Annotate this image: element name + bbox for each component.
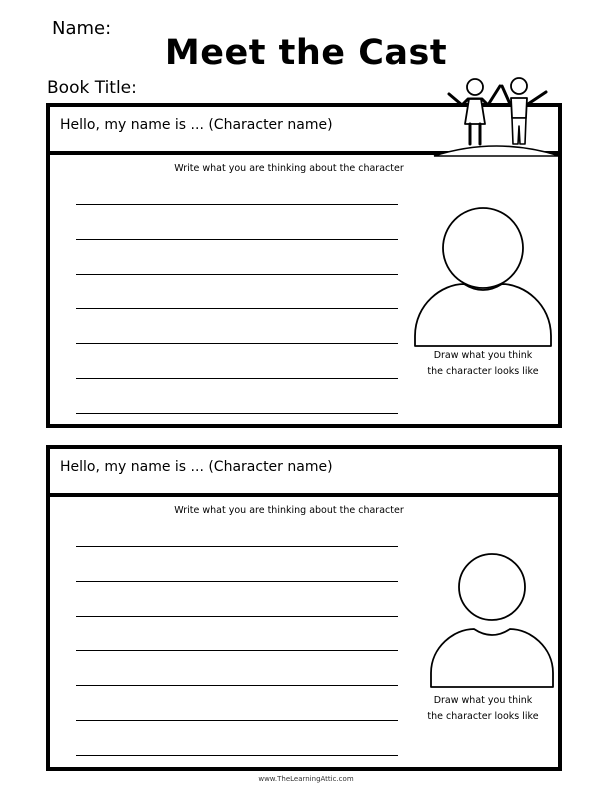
page-title: Meet the Cast [164, 33, 448, 73]
writing-line[interactable] [76, 343, 398, 344]
caption-line: Draw what you think [433, 350, 533, 361]
character-name-prompt: Hello, my name is ... (Character name) [60, 117, 333, 133]
writing-line[interactable] [76, 274, 398, 275]
person-silhouette-icon [428, 551, 556, 691]
children-cheering-icon [432, 74, 562, 160]
writing-line[interactable] [76, 204, 398, 205]
caption-line: the character looks like [427, 711, 539, 722]
character-card-2 [46, 445, 562, 771]
writing-line[interactable] [76, 720, 398, 721]
writing-line[interactable] [76, 685, 398, 686]
writing-line[interactable] [76, 650, 398, 651]
name-label: Name: [52, 18, 112, 39]
writing-line[interactable] [76, 755, 398, 756]
character-name-box[interactable] [50, 449, 558, 497]
book-title-label: Book Title: [47, 78, 137, 98]
caption-line: the character looks like [427, 366, 539, 377]
draw-caption [408, 693, 558, 725]
thinking-prompt: Write what you are thinking about the character [174, 163, 404, 174]
draw-caption [408, 348, 558, 380]
writing-line[interactable] [76, 581, 398, 582]
caption-line: Draw what you think [433, 695, 533, 706]
footer-website: www.TheLearningAttic.com [258, 775, 354, 783]
writing-line[interactable] [76, 413, 398, 414]
thinking-prompt: Write what you are thinking about the character [174, 505, 404, 516]
writing-line[interactable] [76, 616, 398, 617]
writing-line[interactable] [76, 308, 398, 309]
writing-line[interactable] [76, 546, 398, 547]
writing-line[interactable] [76, 378, 398, 379]
character-name-prompt: Hello, my name is ... (Character name) [60, 459, 333, 475]
person-silhouette-icon [412, 200, 554, 350]
writing-line[interactable] [76, 239, 398, 240]
